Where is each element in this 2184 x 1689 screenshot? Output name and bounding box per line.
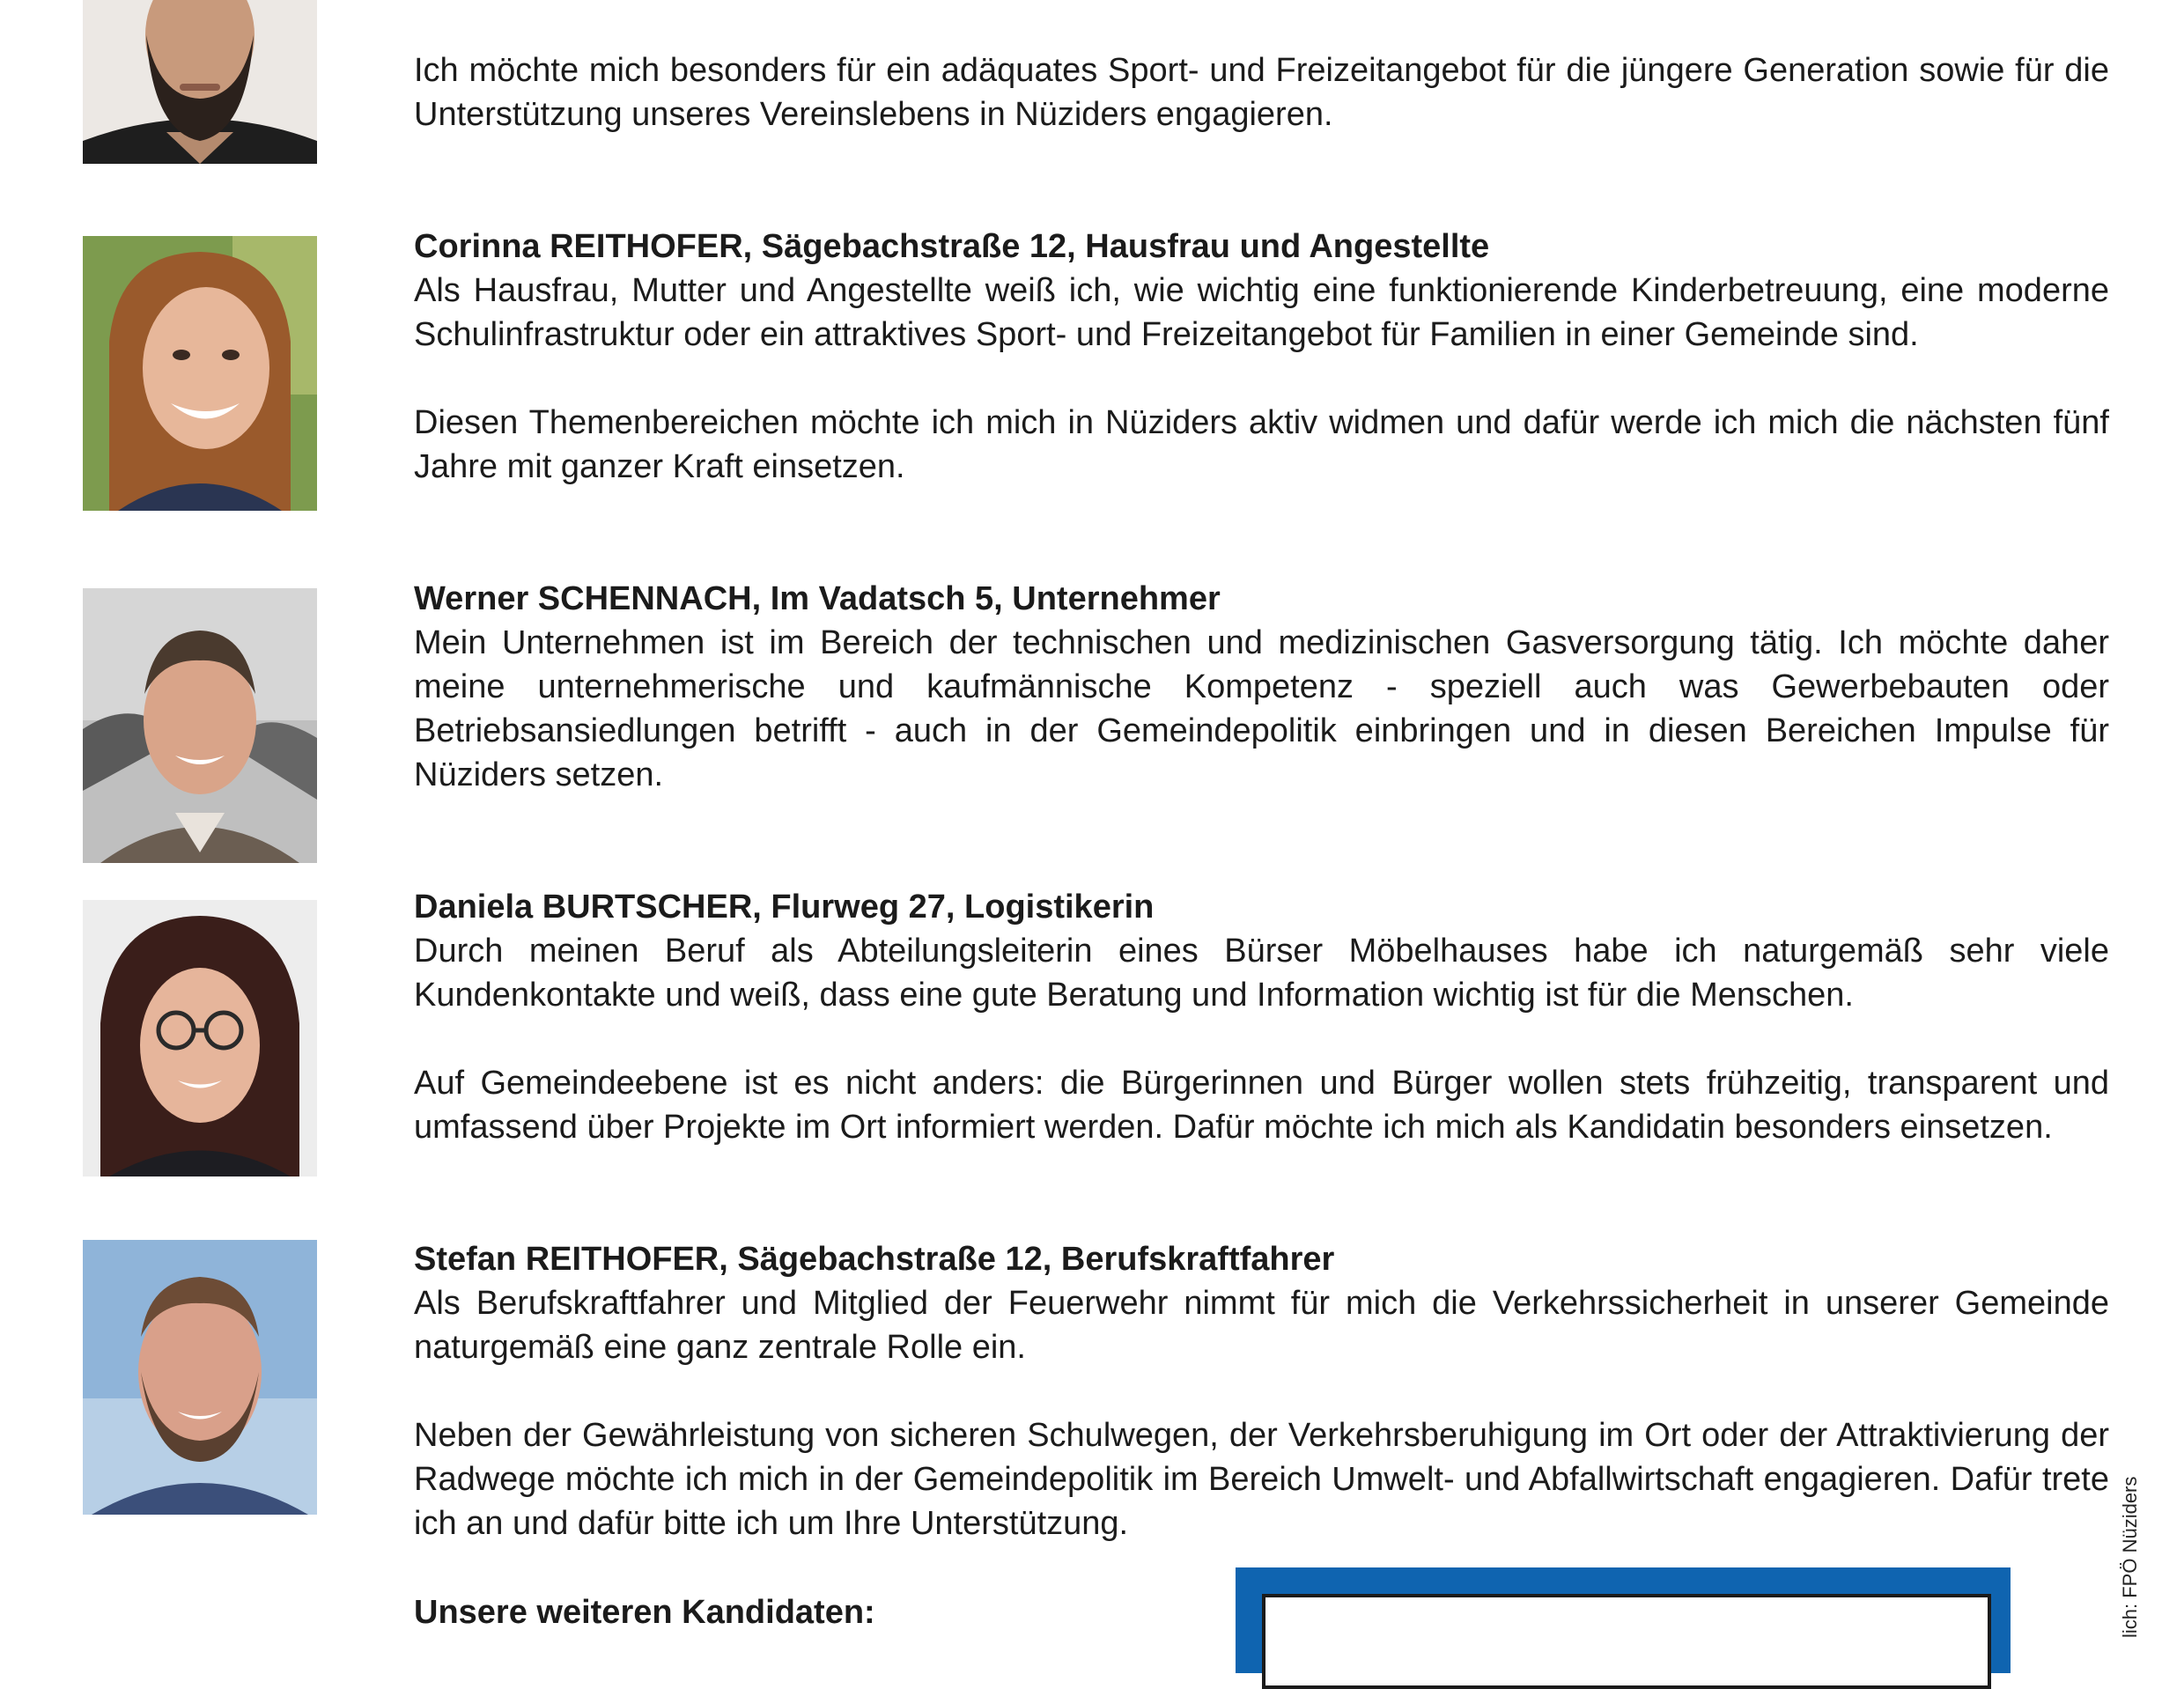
candidate-3-heading: Werner SCHENNACH, Im Vadatsch 5, Unternehmer [414,580,1221,617]
candidate-4-paragraph-1: Durch meinen Beruf als Abteilungsleiterin eines Bürser Möbelhauses habe ich naturgemäß sehr viele Kundenkontakte und weiß, dass eine gute Beratung und Information wichtig ist für die Menschen. [414,933,2109,1014]
candidate-photo-3 [83,588,317,863]
candidate-5 [414,1237,2109,1545]
candidate-4-paragraph-2: Auf Gemeindeebene ist es nicht anders: die Bürgerinnen und Bürger wollen stets frühzeitig, transparent und umfassend über Projekte im Ort informiert werden. Dafür möchte ich mich als Kandidatin besonders einsetzen. [414,1065,2109,1146]
candidate-photo-2 [83,236,317,511]
photo-credit: lich: FPÖ Nüziders [2119,1476,2141,1638]
candidate-3-paragraph-1: Mein Unternehmen ist im Bereich der technischen und medizinischen Gasversorgung tätig. Ich möchte daher meine unternehmerische und kaufmännische Kompetenz - speziell auch was Gewerbebauten oder Betriebsansiedlungen betrifft - auch in der Gemeindepolitik einbringen und in diesen Bereichen Impulse für Nüziders setzen. [414,624,2109,793]
candidate-5-paragraph-1: Als Berufskraftfahrer und Mitglied der Feuerwehr nimmt für mich die Verkehrssicherheit in unserer Gemeinde naturgemäß eine ganz zentrale Rolle ein. [414,1285,2109,1366]
candidate-5-heading: Stefan REITHOFER, Sägebachstraße 12, Berufskraftfahrer [414,1241,1335,1278]
candidate-4-heading: Daniela BURTSCHER, Flurweg 27, Logistikerin [414,889,1155,926]
candidate-2-heading: Corinna REITHOFER, Sägebachstraße 12, Hausfrau und Angestellte [414,228,1490,265]
candidate-photo-4 [83,900,317,1176]
candidate-3 [414,577,2109,797]
candidate-5-paragraph-2: Neben der Gewährleistung von sicheren Schulwegen, der Verkehrsberuhigung im Ort oder der Attraktivierung der Radwege möchte ich mich in der Gemeindepolitik im Bereich Umwelt- und Abfallwirtschaft engagieren. Dafür trete ich an und dafür bitte ich um Ihre Unterstützung. [414,1417,2109,1542]
candidate-2-paragraph-2: Diesen Themenbereichen möchte ich mich in Nüziders aktiv widmen und dafür werde ich mich die nächsten fünf Jahre mit ganzer Kraft einsetzen. [414,404,2109,485]
candidate-1 [414,48,2109,136]
box-inner-panel [1262,1594,1991,1689]
more-candidates-title: Unsere weiteren Kandidaten: [414,1594,875,1631]
candidate-photo-5 [83,1240,317,1515]
candidate-4 [414,885,2109,1149]
candidate-2 [414,225,2109,489]
candidate-2-paragraph-1: Als Hausfrau, Mutter und Angestellte weiß ich, wie wichtig eine funktionierende Kinderbetreuung, eine moderne Schulinfrastruktur oder ein attraktives Sport- und Freizeitangebot für Familien in einer Gemeinde sind. [414,272,2109,353]
candidate-photo-1 [83,0,317,164]
candidate-1-paragraph-1: Ich möchte mich besonders für ein adäquates Sport- und Freizeitangebot für die jüngere Generation sowie für die Unterstützung unseres Vereinslebens in Nüziders engagieren. [414,52,2109,133]
